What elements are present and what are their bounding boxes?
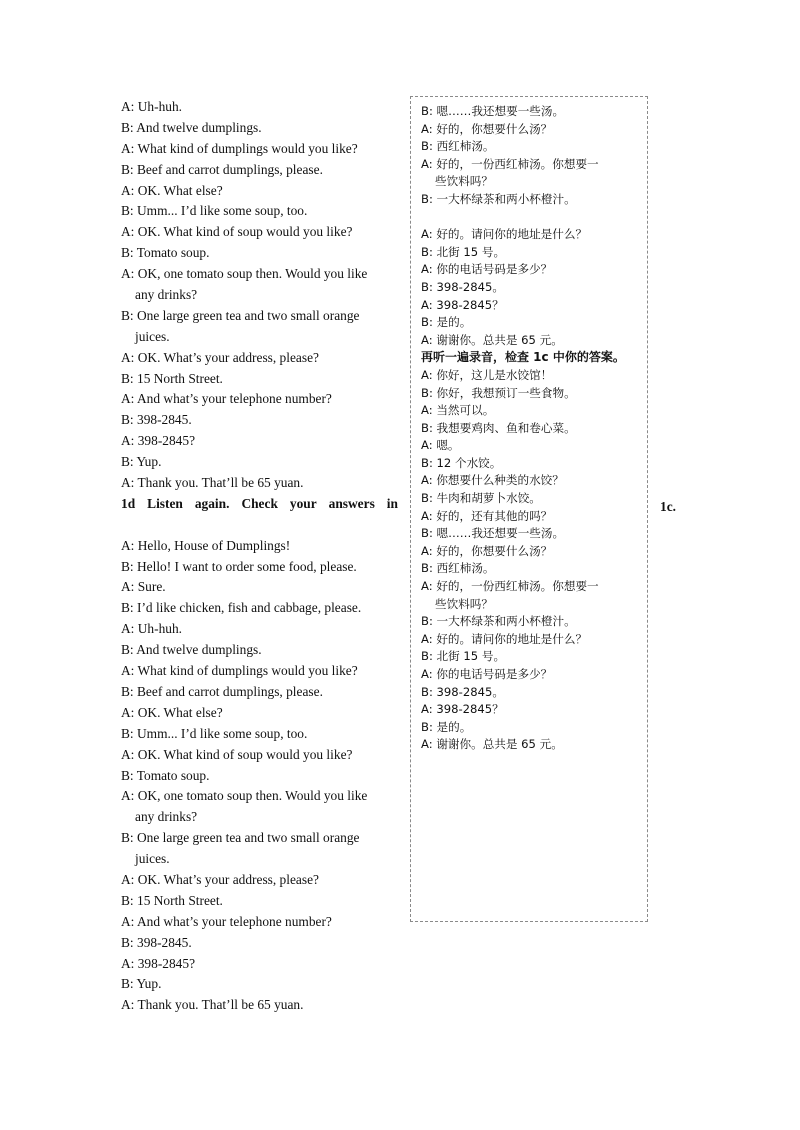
dialogue-line: A: What kind of dumplings would you like?	[121, 140, 358, 156]
dialogue-line: A: 398-2845?	[121, 955, 196, 971]
dialogue-line: B: Beef and carrot dumplings, please.	[121, 683, 323, 699]
dialogue-line: B: I’d like chicken, fish and cabbage, please.	[121, 600, 362, 616]
translation-line: B: 12 个水饺。	[421, 455, 502, 470]
translation-line: A: 你的电话号码是多少？	[421, 667, 553, 681]
dialogue-line: juices.	[135, 851, 170, 867]
dialogue-line: A: OK, one tomato soup then. Would you like	[121, 266, 368, 282]
translation-line: B: 北街 15 号。	[421, 244, 506, 259]
heading-word: answers	[328, 495, 375, 511]
dialogue-line: B: 15 North Street.	[121, 892, 223, 908]
dialogue-line: A: OK. What kind of soup would you like?	[121, 746, 353, 762]
heading-word: 1d	[121, 495, 136, 511]
dialogue-line: B: 398-2845.	[121, 412, 192, 428]
heading-word: in	[386, 495, 398, 511]
dialogue-line: A: Uh-huh.	[121, 621, 182, 637]
translation-line: A: 好的。请问你的地址是什么？	[421, 227, 588, 242]
dialogue-line: A: Hello, House of Dumplings!	[121, 537, 291, 553]
translation-line: B: 西红柿汤。	[421, 561, 495, 576]
dialogue-line: B: And twelve dumplings.	[121, 642, 262, 658]
translation-line: A: 好的，你想要什么汤？	[421, 543, 553, 558]
chinese-translation-part-1	[421, 103, 647, 349]
translation-line: A: 好的，一份西红柿汤。你想要一	[421, 579, 599, 594]
dialogue-line: B: Umm... I’d like some soup, too.	[121, 725, 308, 741]
dialogue-line: A: Thank you. That’ll be 65 yuan.	[121, 997, 304, 1013]
heading-word: your	[289, 495, 317, 511]
translation-line: B: 嗯……我还想要一些汤。	[421, 526, 565, 541]
dialogue-line: A: OK, one tomato soup then. Would you like	[121, 788, 368, 804]
translation-line: B: 398-2845。	[421, 279, 504, 294]
dialogue-line: any drinks?	[135, 287, 198, 303]
dialogue-line: A: OK. What else?	[121, 182, 223, 198]
translation-line: B: 北街 15 号。	[421, 649, 506, 664]
dialogue-line: A: OK. What’s your address, please?	[121, 871, 319, 887]
translation-line: A: 好的，一份西红柿汤。你想要一	[421, 156, 599, 171]
translation-line: B: 我想要鸡肉、鱼和卷心菜。	[421, 420, 576, 435]
dialogue-line: B: Yup.	[121, 454, 162, 470]
translation-line: 些饮料吗？	[435, 174, 493, 189]
dialogue-line: A: Thank you. That’ll be 65 yuan.	[121, 475, 304, 491]
translation-line: B: 一大杯绿茶和两小杯橙汁。	[421, 614, 576, 629]
translation-line: A: 你的电话号码是多少？	[421, 262, 553, 277]
dialogue-line: A: And what’s your telephone number?	[121, 913, 332, 929]
translation-line: A: 398-2845？	[421, 702, 504, 717]
translation-line: B: 嗯……我还想要一些汤。	[421, 104, 565, 118]
dialogue-line: A: OK. What kind of soup would you like?	[121, 224, 353, 240]
translation-line: A: 398-2845？	[421, 297, 504, 312]
translation-line: B: 是的。	[421, 315, 472, 330]
dialogue-line: B: 15 North Street.	[121, 370, 223, 386]
translation-line: A: 当然可以。	[421, 403, 495, 418]
heading-word: again.	[194, 495, 230, 511]
translation-line: A: 谢谢你。总共是 65 元。	[421, 332, 563, 347]
english-dialogue-part-1	[121, 97, 406, 494]
translation-line: A: 你好，这儿是水饺馆！	[421, 367, 553, 382]
heading-word: Check	[241, 495, 278, 511]
translation-line: B: 你好，我想预订一些食物。	[421, 385, 576, 400]
translation-line: B: 是的。	[421, 719, 472, 734]
translation-line: B: 一大杯绿茶和两小杯橙汁。	[421, 191, 576, 206]
translation-line: A: 好的，你想要什么汤？	[421, 121, 553, 136]
translation-line: A: 谢谢你。总共是 65 元。	[421, 737, 563, 752]
dialogue-line: B: Beef and carrot dumplings, please.	[121, 161, 323, 177]
blank-line	[421, 209, 647, 227]
dialogue-line: A: OK. What’s your address, please?	[121, 349, 319, 365]
translation-line: A: 好的。请问你的地址是什么？	[421, 631, 588, 646]
translation-line: B: 398-2845。	[421, 684, 504, 699]
dialogue-line: B: 398-2845.	[121, 934, 192, 950]
heading-word: Listen	[147, 495, 183, 511]
dialogue-line: A: 398-2845?	[121, 433, 196, 449]
dialogue-line: B: Hello! I want to order some food, please.	[121, 558, 357, 574]
section-heading-1d	[121, 494, 398, 515]
dialogue-line: A: Sure.	[121, 579, 166, 595]
translation-line: A: 嗯。	[421, 438, 460, 453]
dialogue-line: B: Yup.	[121, 976, 162, 992]
translation-line: A: 你想要什么种类的水饺？	[421, 473, 564, 488]
english-dialogue-part-2	[121, 536, 406, 1016]
dialogue-line: any drinks?	[135, 809, 198, 825]
dialogue-line: B: Tomato soup.	[121, 245, 210, 261]
translation-line: B: 西红柿汤。	[421, 139, 495, 154]
dialogue-line: B: And twelve dumplings.	[121, 119, 262, 135]
dialogue-line: A: And what’s your telephone number?	[121, 391, 332, 407]
chinese-translation-part-2	[421, 367, 647, 754]
translation-line: 些饮料吗？	[435, 596, 493, 611]
dialogue-line: A: OK. What else?	[121, 704, 223, 720]
dialogue-line: B: Tomato soup.	[121, 767, 210, 783]
translation-line: B: 牛肉和胡萝卜水饺。	[421, 491, 541, 506]
translation-line: A: 好的，还有其他的吗？	[421, 508, 553, 523]
dialogue-line: A: Uh-huh.	[121, 99, 182, 114]
chinese-translation-box	[410, 96, 648, 922]
dialogue-line: juices.	[135, 328, 170, 344]
dialogue-line: A: What kind of dumplings would you like?	[121, 663, 358, 679]
dialogue-line: B: Umm... I’d like some soup, too.	[121, 203, 308, 219]
dialogue-line: B: One large green tea and two small orange	[121, 830, 360, 846]
blank-line	[121, 515, 406, 536]
section-heading-1d-end: 1c.	[660, 499, 676, 514]
dialogue-line: B: One large green tea and two small orange	[121, 307, 360, 323]
english-dialogue-column	[121, 97, 406, 1016]
chinese-section-heading: 再听一遍录音，检查 1c 中你的答案。	[421, 350, 625, 365]
